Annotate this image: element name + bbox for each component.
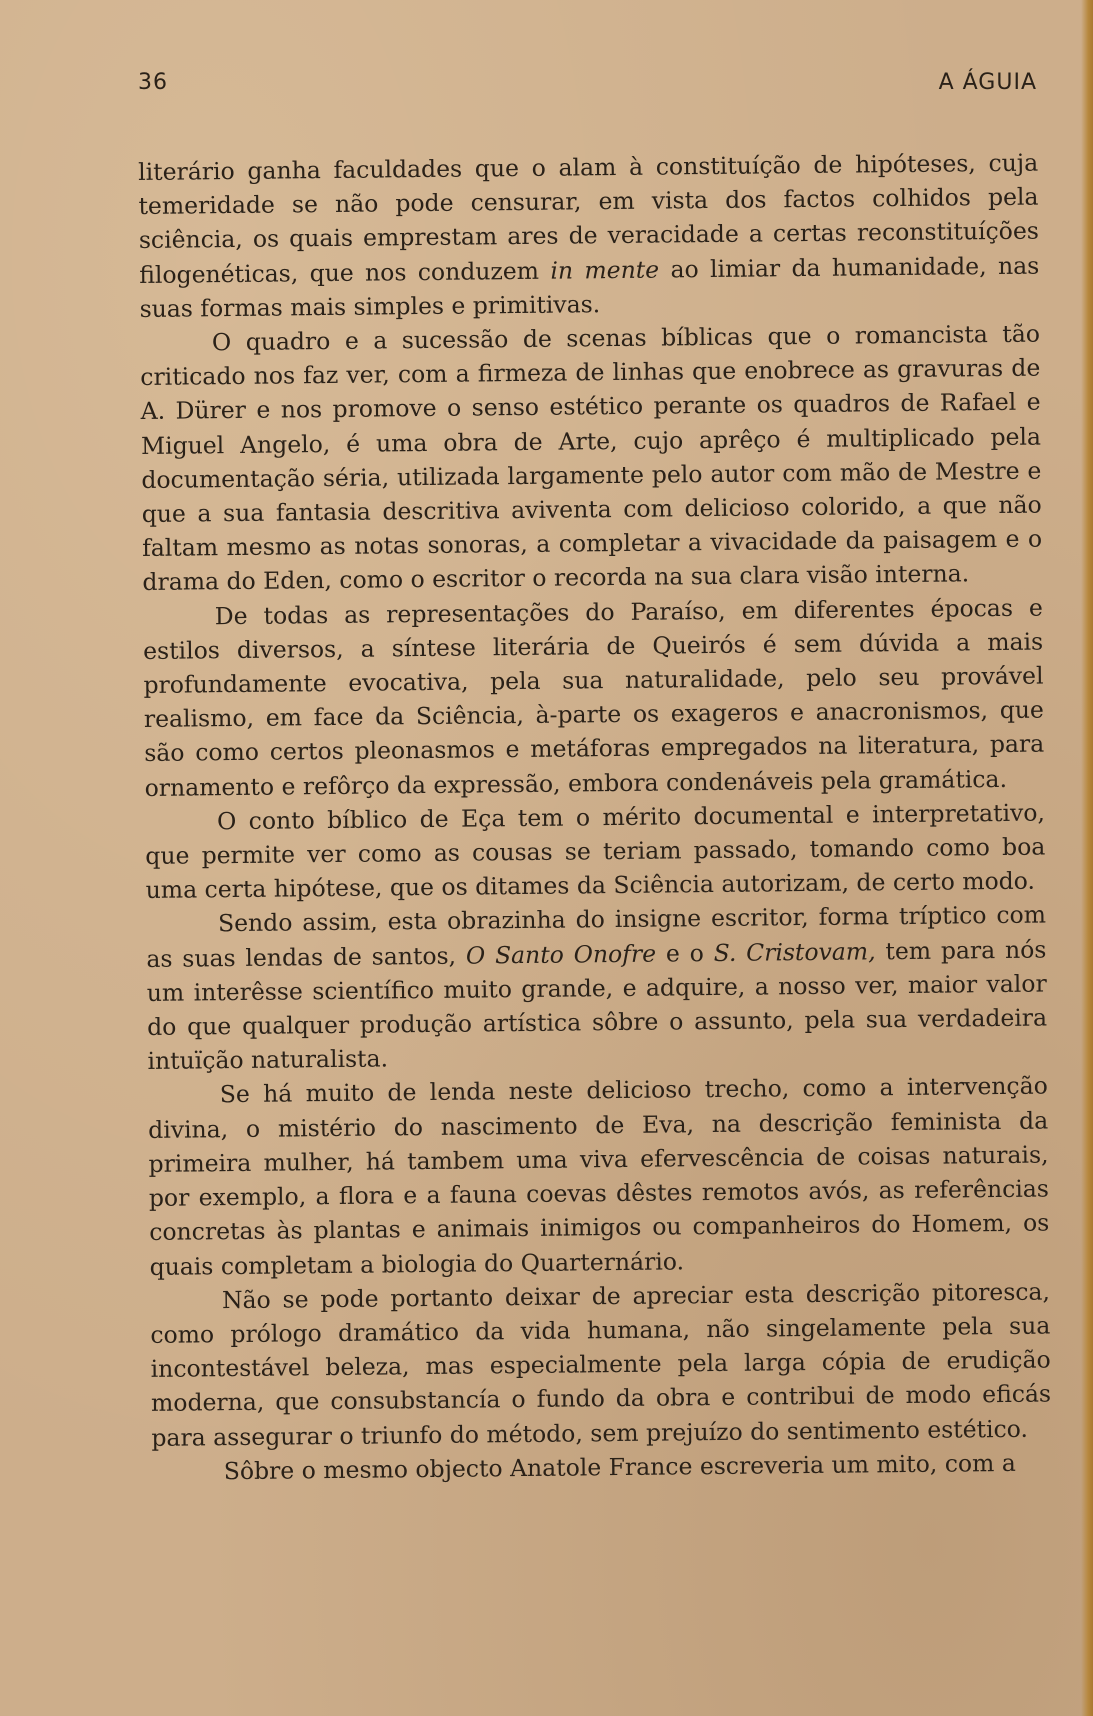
text-run: Sendo assim, esta obrazinha do insigne escritor, forma tríptico com as suas lendas de santos,: [146, 901, 1047, 973]
text-run: De todas as representações do Paraíso, em diferentes épocas e estilos diversos, a síntese literária de Queirós é sem dúvida a mais profundamente evocativa, pela sua naturalidade, pelo seu provável realismo, em face da Sciência, à-parte os exageros e anacronismos, que são como certos pleonasmos e metáforas empregados na literatura, para ornamento e refôrço da expressão, embora condenáveis pela gramática.: [143, 593, 1045, 802]
italic-title: in mente: [550, 255, 660, 285]
paragraph: [150, 1274, 1052, 1454]
running-header: [138, 70, 1037, 110]
text-run: Se há muito de lenda neste delicioso trecho, como a intervenção divina, o mistério do nascimento de Eva, na descrição feminista da primeira mulher, há tambem uma viva efervescência de coisas naturais, por exemplo, a flora e a fauna coevas dêstes remotos avós, as referências concretas às plantas e animais inimigos ou companheiros do Homem, os quais completam a biologia do Quarternário.: [148, 1072, 1050, 1281]
italic-title: O Santo Onofre: [465, 939, 657, 970]
italic-title: S. Cristovam,: [713, 936, 876, 967]
text-run: O conto bíblico de Eça tem o mérito documental e interpretativo, que permite ver como as cousas se teriam passado, tomando como boa uma certa hipótese, que os ditames da Sciência autorizam, de certo modo.: [145, 798, 1046, 905]
text-run: Sôbre o mesmo objecto Anatole France escreveria um mito, com a: [223, 1448, 1016, 1485]
paragraph: [140, 317, 1043, 600]
text-run: tem para nós um interêsse scientífico muito grande, e adquire, a nosso ver, maior valor do que qualquer produção artística sôbre o assunto, pela sua verdadeira intuïção naturalista.: [146, 935, 1048, 1076]
paragraph: [138, 146, 1040, 326]
text-run: ao limiar da humanidade, nas suas formas mais simples e primitivas.: [139, 251, 1040, 323]
text-run: Não se pode portanto deixar de apreciar esta descrição pitoresca, como prólogo dramático da vida humana, não singelamente pela sua incontestável beleza, mas especialmente pela larga cópia de erudição moderna, que consubstancía o fundo da obra e contribui de modo eficás para assegurar o triunfo do método, sem prejuízo do sentimento estético.: [150, 1277, 1052, 1452]
text-run: literário ganha faculdades que o alam à constituíção de hipóteses, cuja temeridade se não pode censurar, em vista dos factos colhidos pela sciência, os quais emprestam ares de veracidade a certas reconstituíções filogenéticas, que nos conduzem: [138, 148, 1039, 289]
text-run: e o: [655, 938, 714, 968]
journal-title: A ÁGUIA: [938, 70, 1037, 95]
paragraph: [145, 795, 1046, 907]
page-number: 36: [138, 70, 168, 95]
page-edge: [1081, 0, 1093, 1716]
body-text: [138, 146, 1052, 1489]
paragraph: [146, 898, 1048, 1078]
text-run: O quadro e a sucessão de scenas bíblicas que o romancista tão criticado nos faz ver, com a firmeza de linhas que enobrece as gravuras de A. Dürer e nos promove o senso estético perante os quadros de Rafael e Miguel Angelo, é uma obra de Arte, cujo aprêço é multiplicado pela documentação séria, utilizada largamente pelo autor com mão de Mestre e que a sua fantasia descritiva aviventa com delicioso colorido, a que não faltam mesmo as notas sonoras, a completar a vivacidade da paisagem e o drama do Eden, como o escritor o recorda na sua clara visão interna.: [140, 319, 1043, 597]
paragraph: [148, 1069, 1050, 1284]
paragraph: [143, 590, 1045, 805]
